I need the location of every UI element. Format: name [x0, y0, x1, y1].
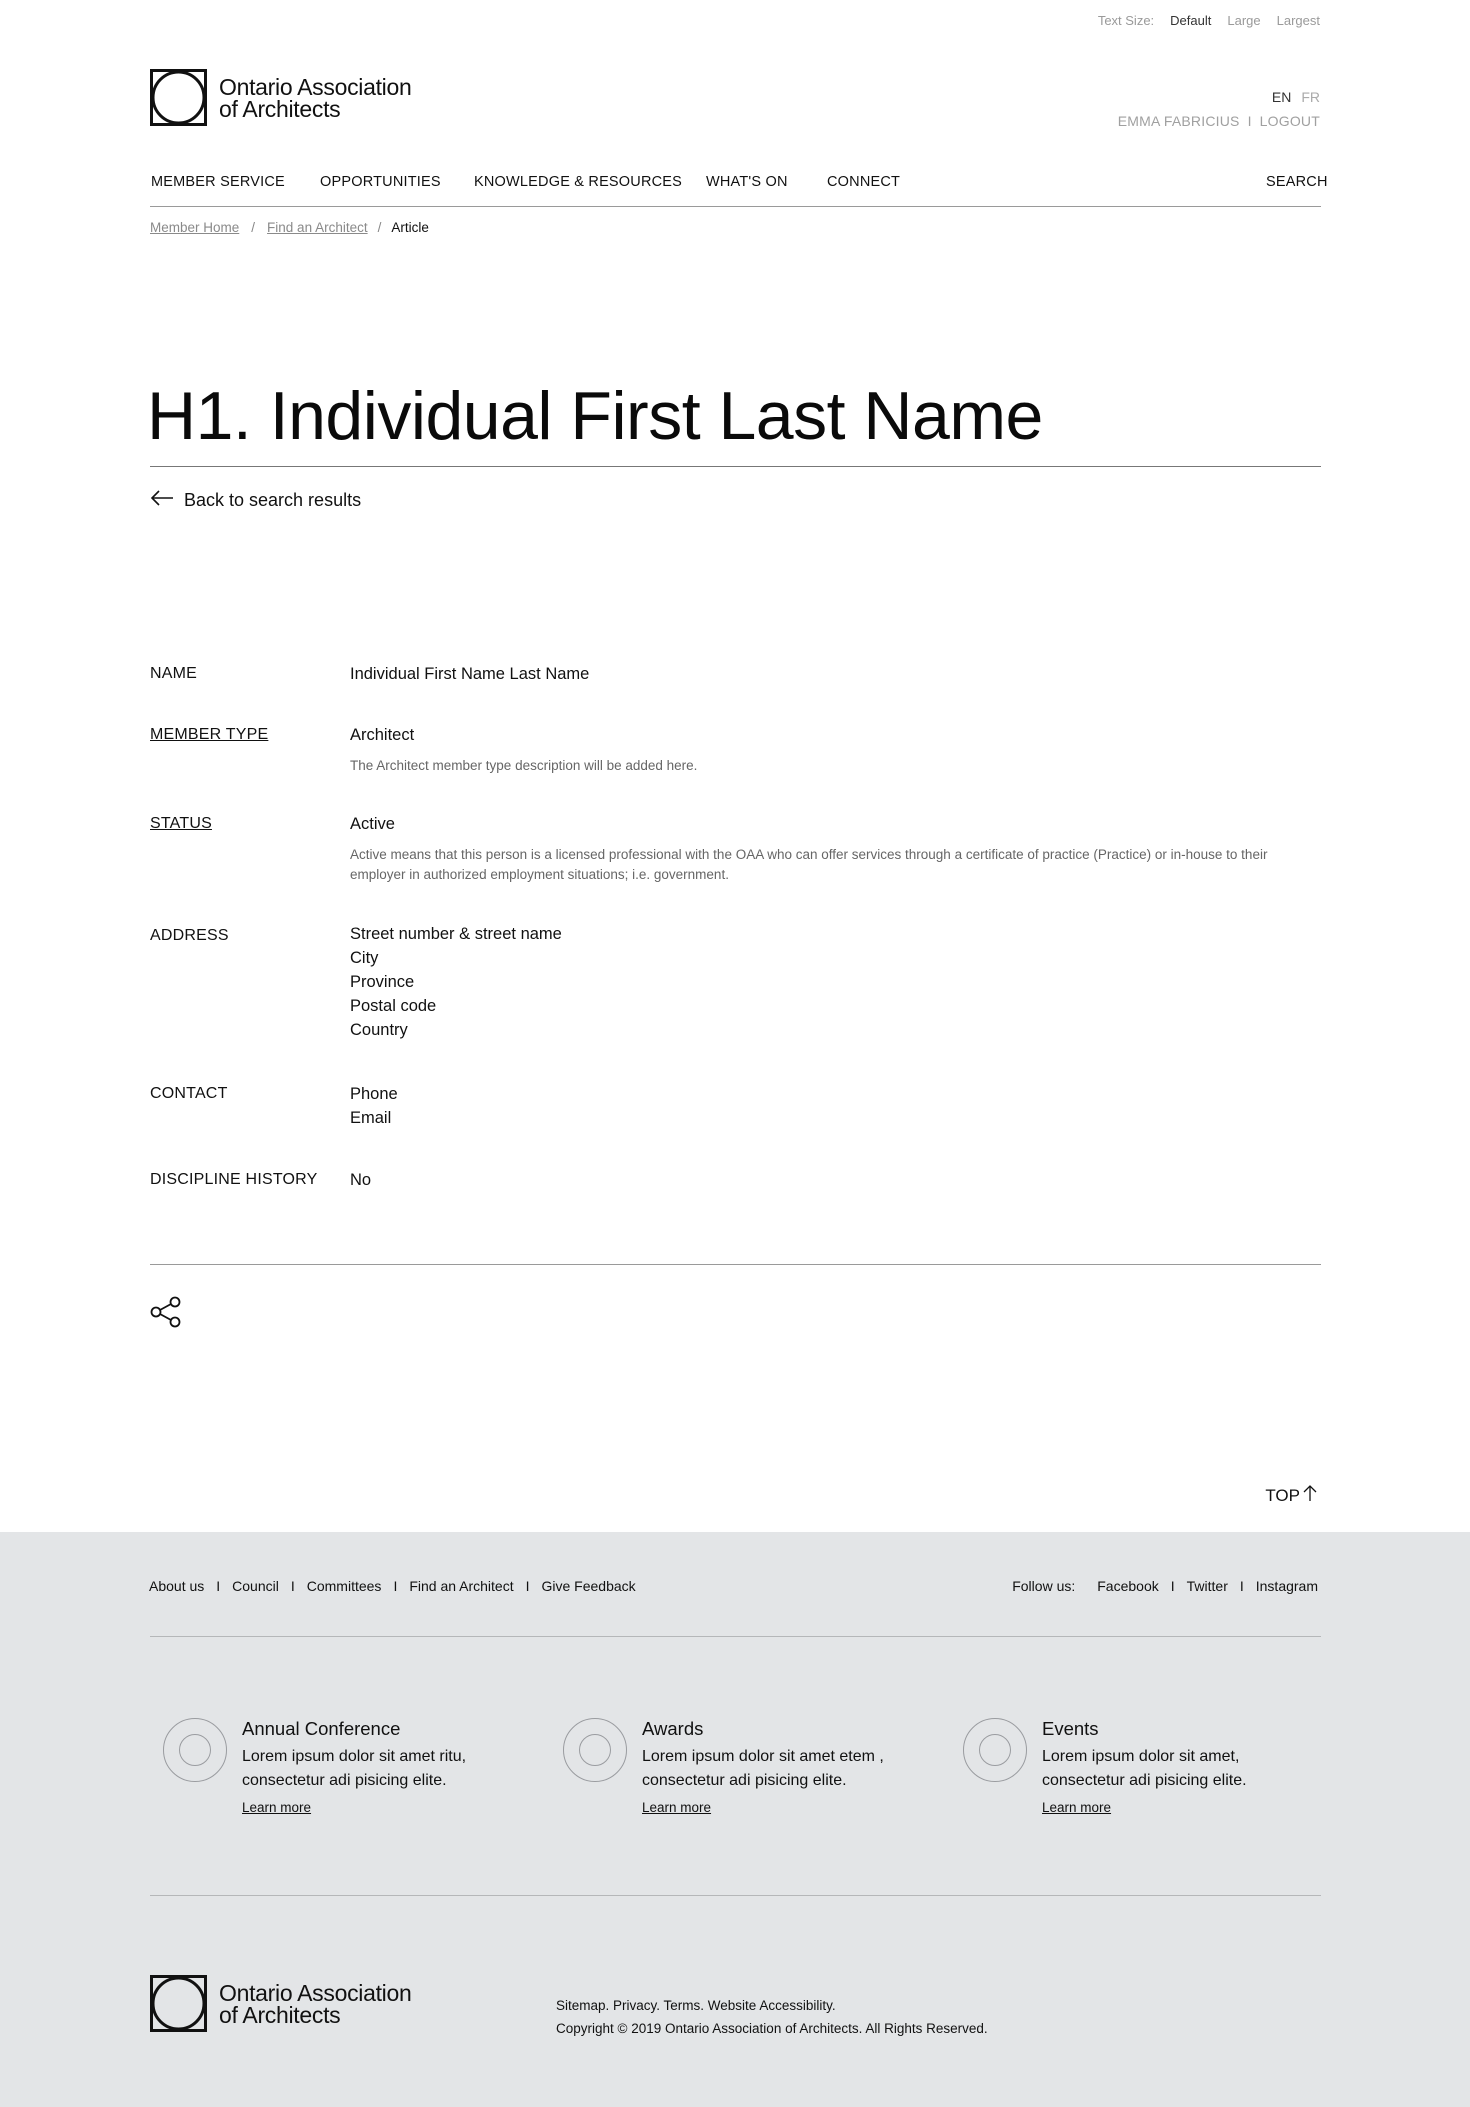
nav-opportunities[interactable]: OPPORTUNITIES	[320, 174, 441, 190]
breadcrumb-current: Article	[391, 220, 429, 235]
nav-connect[interactable]: CONNECT	[827, 174, 901, 190]
logo-text	[219, 1979, 412, 2028]
follow-label: Follow us:	[1012, 1578, 1076, 1594]
arrow-left-icon	[150, 490, 174, 511]
card-body: Lorem ipsum dolor sit amet, consectetur adi pisicing elite.	[1042, 1748, 1247, 1789]
contact-phone: Phone	[350, 1085, 398, 1103]
circle-icon	[163, 1718, 227, 1782]
address-line: City	[350, 949, 379, 967]
back-to-top-button[interactable]	[1265, 1484, 1318, 1507]
text-size-large[interactable]: Large	[1227, 13, 1261, 28]
social-twitter[interactable]: Twitter	[1186, 1578, 1228, 1594]
address-line: Country	[350, 1021, 408, 1039]
address-line: Province	[350, 973, 415, 991]
user-separator: I	[1247, 113, 1252, 129]
back-to-results-link[interactable]	[150, 490, 361, 511]
address-value	[350, 922, 562, 1042]
text-size-largest[interactable]: Largest	[1276, 13, 1320, 28]
contact-label: CONTACT	[150, 1085, 228, 1102]
oaa-logo-icon	[150, 69, 207, 126]
status-label[interactable]: STATUS	[150, 815, 212, 832]
footer-links	[149, 1578, 636, 1594]
social-facebook[interactable]: Facebook	[1097, 1578, 1159, 1594]
circle-icon	[563, 1718, 627, 1782]
lang-fr[interactable]: FR	[1301, 89, 1320, 105]
member-type-description: The Architect member type description will be added here.	[350, 758, 698, 773]
site-logo[interactable]	[150, 69, 411, 126]
breadcrumb	[150, 220, 429, 235]
breadcrumb-separator: /	[251, 220, 256, 235]
logo-text	[219, 73, 412, 122]
footer-divider	[150, 1895, 1321, 1896]
oaa-logo-icon	[150, 1975, 207, 2032]
breadcrumb-member-home[interactable]: Member Home	[150, 220, 240, 235]
member-type-label[interactable]: MEMBER TYPE	[150, 726, 269, 743]
status-value: Active	[350, 815, 395, 833]
arrow-up-icon	[1302, 1484, 1318, 1507]
logo-line-1: Ontario Association	[219, 73, 412, 100]
footer-link-separator: I	[290, 1578, 295, 1594]
footer-logo[interactable]	[150, 1975, 411, 2032]
breadcrumb-find-architect[interactable]: Find an Architect	[267, 220, 368, 235]
nav-whats-on[interactable]: WHAT'S ON	[706, 174, 788, 190]
text-size-label: Text Size:	[1097, 13, 1155, 28]
nav-member-service[interactable]: MEMBER SERVICE	[151, 174, 285, 190]
card-title: Annual Conference	[242, 1718, 401, 1739]
footer-link-committees[interactable]: Committees	[306, 1578, 382, 1594]
user-name[interactable]: EMMA FABRICIUS	[1117, 113, 1240, 129]
footer-link-about[interactable]: About us	[149, 1578, 205, 1594]
user-menu	[1118, 113, 1320, 129]
footer-card-awards	[550, 1718, 910, 1828]
name-label: NAME	[150, 665, 198, 682]
footer-link-separator: I	[393, 1578, 398, 1594]
card-body: Lorem ipsum dolor sit amet etem , consectetur adi pisicing elite.	[642, 1748, 884, 1789]
discipline-history-value: No	[350, 1171, 372, 1189]
address-line: Postal code	[350, 997, 437, 1015]
address-label: ADDRESS	[150, 927, 229, 944]
member-type-value: Architect	[350, 726, 415, 744]
address-line: Street number & street name	[350, 925, 562, 943]
main-nav	[150, 174, 1328, 208]
share-icon[interactable]	[150, 1296, 182, 1328]
footer-card-events	[950, 1718, 1310, 1828]
legal-links[interactable]: Sitemap. Privacy. Terms. Website Accessibility.	[556, 1998, 836, 2013]
logo-line-2: of Architects	[219, 2001, 341, 2028]
card-title: Events	[1042, 1718, 1099, 1739]
status-description: Active means that this person is a licensed professional with the OAA who can offer services through a certificate of practice (Practice) or in-house to their employer in authorized employment situations; i.e. government.	[350, 847, 1268, 882]
top-label: TOP	[1265, 1485, 1300, 1505]
lang-en[interactable]: EN	[1271, 89, 1292, 105]
language-switch	[1272, 89, 1320, 105]
breadcrumb-separator: /	[377, 220, 382, 235]
footer-link-separator: I	[525, 1578, 530, 1594]
card-body: Lorem ipsum dolor sit amet ritu, consectetur adi pisicing elite.	[242, 1748, 467, 1789]
title-divider	[150, 466, 1321, 467]
copyright: Copyright © 2019 Ontario Association of Architects. All Rights Reserved.	[556, 2021, 988, 2036]
social-separator: I	[1239, 1578, 1244, 1594]
logout-link[interactable]: LOGOUT	[1259, 113, 1320, 129]
share-divider	[150, 1264, 1321, 1265]
footer-link-feedback[interactable]: Give Feedback	[541, 1578, 636, 1594]
text-size-default[interactable]: Default	[1170, 13, 1212, 28]
legal-text	[556, 1994, 988, 2040]
card-learn-more-link[interactable]: Learn more	[642, 1800, 712, 1815]
contact-value	[350, 1082, 398, 1130]
card-learn-more-link[interactable]: Learn more	[1042, 1800, 1112, 1815]
page-title: H1. Individual First Last Name	[147, 378, 1043, 454]
logo-line-2: of Architects	[219, 95, 341, 122]
text-size-bar	[1098, 13, 1320, 28]
contact-email: Email	[350, 1109, 392, 1127]
name-value: Individual First Name Last Name	[350, 665, 590, 683]
footer-link-council[interactable]: Council	[232, 1578, 279, 1594]
discipline-history-label: DISCIPLINE HISTORY	[150, 1171, 318, 1188]
nav-search[interactable]: SEARCH	[1266, 174, 1328, 190]
footer-link-find-architect[interactable]: Find an Architect	[409, 1578, 514, 1594]
card-learn-more-link[interactable]: Learn more	[242, 1800, 312, 1815]
footer-card-conference	[150, 1718, 510, 1828]
social-separator: I	[1170, 1578, 1175, 1594]
nav-divider	[150, 206, 1321, 207]
circle-icon	[963, 1718, 1027, 1782]
footer-divider	[150, 1636, 1321, 1637]
card-title: Awards	[642, 1718, 704, 1739]
social-instagram[interactable]: Instagram	[1255, 1578, 1318, 1594]
logo-line-1: Ontario Association	[219, 1979, 412, 2006]
social-links	[1012, 1578, 1318, 1594]
footer-link-separator: I	[216, 1578, 221, 1594]
back-label: Back to search results	[184, 490, 362, 510]
nav-knowledge-resources[interactable]: KNOWLEDGE & RESOURCES	[474, 174, 683, 190]
